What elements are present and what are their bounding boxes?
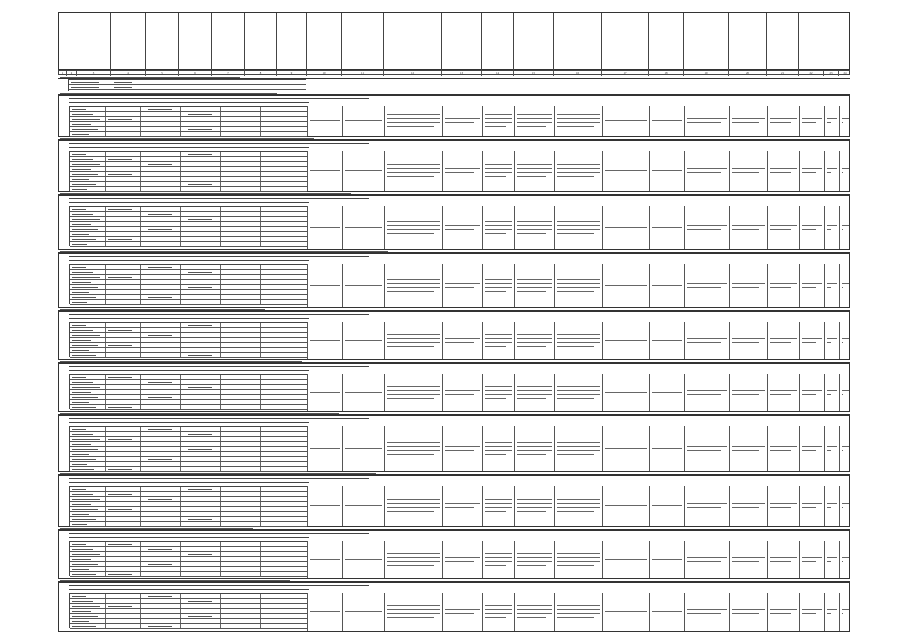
attribute-cell	[729, 206, 767, 249]
attribute-cell	[384, 206, 442, 249]
attribute-cell	[839, 486, 850, 526]
attribute-cell	[767, 541, 799, 578]
document-sheet	[58, 12, 850, 632]
attribute-cell	[649, 106, 684, 136]
header-cell	[767, 13, 799, 71]
attribute-cell	[684, 374, 729, 411]
attribute-cell	[767, 322, 799, 359]
attribute-cell	[649, 593, 684, 631]
attribute-cell	[729, 541, 767, 578]
attribute-cell	[342, 374, 384, 411]
attribute-cell	[482, 593, 514, 631]
finance-table	[69, 322, 307, 357]
attribute-cell	[602, 151, 649, 191]
attribute-cell	[824, 486, 839, 526]
attribute-cell	[767, 106, 799, 136]
attribute-cell	[442, 426, 482, 471]
attribute-cell	[342, 151, 384, 191]
header-cell	[212, 13, 245, 71]
finance-table	[69, 541, 307, 576]
header-cell	[277, 13, 307, 71]
header-cell	[482, 13, 514, 71]
attribute-cell	[514, 541, 554, 578]
finance-table	[69, 106, 307, 136]
attribute-cell	[554, 151, 602, 191]
attribute-cell	[482, 486, 514, 526]
attribute-cell	[514, 426, 554, 471]
attribute-cell	[384, 426, 442, 471]
header-cell	[179, 13, 212, 71]
attribute-cell	[839, 593, 850, 631]
finance-table	[69, 426, 307, 471]
column-number: 14	[482, 71, 514, 76]
attribute-cell	[684, 486, 729, 526]
column-number: 12	[384, 71, 442, 76]
attribute-cell	[799, 264, 824, 307]
finance-table	[69, 593, 307, 628]
object-title	[69, 416, 389, 426]
attribute-cell	[514, 151, 554, 191]
attribute-cell	[384, 106, 442, 136]
column-number: 15	[514, 71, 554, 76]
attribute-cell	[799, 106, 824, 136]
object-title	[69, 141, 389, 151]
attribute-cell	[767, 151, 799, 191]
attribute-cell	[649, 426, 684, 471]
header-cell	[146, 13, 179, 71]
column-number: 9	[277, 71, 307, 76]
attribute-cell	[602, 322, 649, 359]
attribute-cell	[442, 374, 482, 411]
object-block	[58, 95, 850, 137]
header-cell	[442, 13, 482, 71]
object-title	[69, 583, 389, 593]
attribute-cell	[839, 426, 850, 471]
header-cell	[602, 13, 649, 71]
column-number: 4	[111, 71, 146, 76]
attribute-cell	[684, 151, 729, 191]
column-number: 3	[77, 71, 111, 76]
header-cell	[799, 13, 850, 71]
attribute-cell	[684, 322, 729, 359]
attribute-cell	[767, 374, 799, 411]
attribute-cell	[384, 264, 442, 307]
attribute-cell	[514, 322, 554, 359]
column-number: 6	[179, 71, 212, 76]
attribute-cell	[799, 151, 824, 191]
attribute-cell	[514, 374, 554, 411]
attribute-cell	[482, 322, 514, 359]
attribute-cell	[342, 106, 384, 136]
attribute-cell	[767, 486, 799, 526]
attribute-cell	[602, 106, 649, 136]
column-number: 20	[729, 71, 767, 76]
object-title	[69, 531, 389, 541]
attribute-cell	[824, 206, 839, 249]
attribute-cell	[554, 106, 602, 136]
object-title	[69, 476, 389, 486]
header-cell	[307, 13, 342, 71]
attribute-cell	[307, 322, 342, 359]
attribute-cell	[482, 151, 514, 191]
column-number-row	[58, 70, 850, 75]
attribute-cell	[824, 374, 839, 411]
object-block	[58, 530, 850, 579]
header-cell	[729, 13, 767, 71]
table-row	[69, 85, 306, 90]
table-row	[70, 353, 307, 358]
header-cell	[111, 13, 146, 71]
attribute-cell	[384, 151, 442, 191]
attribute-cell	[684, 106, 729, 136]
attribute-cell	[602, 593, 649, 631]
attribute-cell	[554, 593, 602, 631]
attribute-cell	[649, 374, 684, 411]
object-title	[69, 312, 389, 322]
attribute-cell	[684, 541, 729, 578]
column-number: 11	[342, 71, 384, 76]
attribute-cell	[839, 322, 850, 359]
attribute-cell	[649, 486, 684, 526]
attribute-cell	[482, 206, 514, 249]
attribute-cell	[649, 206, 684, 249]
attribute-cell	[514, 486, 554, 526]
attribute-cell	[554, 264, 602, 307]
column-number: 10	[307, 71, 342, 76]
table-row	[70, 242, 307, 247]
table-row	[70, 405, 307, 410]
attribute-cell	[342, 426, 384, 471]
object-block	[58, 140, 850, 192]
attribute-cell	[767, 426, 799, 471]
attribute-cell	[729, 426, 767, 471]
attribute-cell	[554, 486, 602, 526]
attribute-cell	[799, 426, 824, 471]
finance-table	[69, 206, 307, 246]
attribute-cell	[729, 264, 767, 307]
attribute-cell	[307, 541, 342, 578]
object-block	[58, 363, 850, 412]
attribute-cell	[442, 106, 482, 136]
attribute-cell	[442, 486, 482, 526]
attribute-cell	[729, 486, 767, 526]
attribute-cell	[307, 106, 342, 136]
attribute-cell	[342, 486, 384, 526]
attribute-cell	[514, 593, 554, 631]
column-number: 13	[442, 71, 482, 76]
table-row	[70, 624, 307, 629]
attribute-cell	[729, 106, 767, 136]
attribute-cell	[384, 486, 442, 526]
finance-table	[69, 486, 307, 526]
attribute-cell	[729, 151, 767, 191]
object-block	[58, 415, 850, 472]
column-number: 7	[212, 71, 245, 76]
object-block	[58, 311, 850, 360]
attribute-cell	[554, 426, 602, 471]
header-cell	[59, 13, 111, 71]
attribute-cell	[602, 426, 649, 471]
attribute-cell	[684, 264, 729, 307]
attribute-cell	[839, 106, 850, 136]
column-number: 5	[146, 71, 179, 76]
attribute-cell	[482, 264, 514, 307]
attribute-cell	[839, 264, 850, 307]
column-number: 19	[684, 71, 729, 76]
column-number: 23	[824, 71, 839, 76]
attribute-cell	[799, 593, 824, 631]
attribute-cell	[824, 264, 839, 307]
attribute-cell	[729, 593, 767, 631]
attribute-cell	[384, 541, 442, 578]
header-cell	[684, 13, 729, 71]
attribute-cell	[442, 151, 482, 191]
object-title	[69, 254, 389, 264]
column-number: 16	[554, 71, 602, 76]
attribute-cell	[824, 322, 839, 359]
attribute-cell	[342, 206, 384, 249]
header-cell	[649, 13, 684, 71]
attribute-cell	[602, 206, 649, 249]
attribute-cell	[684, 593, 729, 631]
object-title	[69, 364, 389, 374]
attribute-cell	[602, 541, 649, 578]
attribute-cell	[442, 206, 482, 249]
attribute-cell	[799, 486, 824, 526]
column-number: 8	[245, 71, 277, 76]
column-number: 2	[67, 71, 77, 76]
attribute-cell	[824, 541, 839, 578]
attribute-cell	[824, 593, 839, 631]
table-header	[58, 12, 850, 70]
table-row	[70, 572, 307, 577]
attribute-cell	[729, 322, 767, 359]
attribute-cell	[839, 151, 850, 191]
attribute-cell	[554, 374, 602, 411]
attribute-cell	[514, 106, 554, 136]
header-cell	[342, 13, 384, 71]
attribute-cell	[342, 264, 384, 307]
attribute-cell	[649, 151, 684, 191]
attribute-cell	[307, 593, 342, 631]
attribute-cell	[442, 322, 482, 359]
attribute-cell	[767, 593, 799, 631]
attribute-cell	[824, 106, 839, 136]
attribute-cell	[554, 206, 602, 249]
attribute-cell	[824, 151, 839, 191]
attribute-cell	[649, 541, 684, 578]
attribute-cell	[767, 264, 799, 307]
attribute-cell	[799, 374, 824, 411]
attribute-cell	[442, 593, 482, 631]
attribute-cell	[684, 206, 729, 249]
finance-table	[69, 264, 307, 304]
header-cell	[514, 13, 554, 71]
header-cell	[245, 13, 277, 71]
attribute-cell	[514, 206, 554, 249]
attribute-cell	[482, 426, 514, 471]
attribute-cell	[824, 426, 839, 471]
header-cell	[384, 13, 442, 71]
object-title	[69, 196, 389, 206]
attribute-cell	[482, 541, 514, 578]
attribute-cell	[342, 541, 384, 578]
attribute-cell	[442, 541, 482, 578]
column-number: 17	[602, 71, 649, 76]
finance-table	[69, 151, 307, 191]
attribute-cell	[442, 264, 482, 307]
attribute-cell	[482, 106, 514, 136]
column-number: 1	[59, 71, 67, 76]
table-row	[70, 300, 307, 305]
attribute-cell	[684, 426, 729, 471]
column-number: 22	[799, 71, 824, 76]
header-cell	[554, 13, 602, 71]
column-number: 21	[767, 71, 799, 76]
attribute-cell	[799, 206, 824, 249]
attribute-cell	[799, 541, 824, 578]
attribute-cell	[649, 264, 684, 307]
finance-table	[68, 79, 306, 91]
attribute-cell	[554, 541, 602, 578]
attribute-cell	[307, 264, 342, 307]
object-block	[58, 195, 850, 250]
attribute-cell	[482, 374, 514, 411]
attribute-cell	[307, 486, 342, 526]
attribute-cell	[384, 322, 442, 359]
finance-table	[69, 374, 307, 409]
column-number: 24	[843, 71, 847, 75]
attribute-cell	[729, 374, 767, 411]
attribute-cell	[767, 206, 799, 249]
attribute-cell	[307, 374, 342, 411]
attribute-cell	[342, 593, 384, 631]
attribute-cell	[384, 374, 442, 411]
object-block	[58, 582, 850, 632]
attribute-cell	[514, 264, 554, 307]
object-block	[58, 475, 850, 527]
attribute-cell	[307, 151, 342, 191]
attribute-cell	[307, 426, 342, 471]
attribute-cell	[649, 322, 684, 359]
column-number: 18	[649, 71, 684, 76]
attribute-cell	[602, 264, 649, 307]
object-block	[58, 253, 850, 308]
attribute-cell	[839, 374, 850, 411]
attribute-cell	[384, 593, 442, 631]
attribute-cell	[839, 541, 850, 578]
attribute-cell	[307, 206, 342, 249]
attribute-cell	[554, 322, 602, 359]
attribute-cell	[799, 322, 824, 359]
attribute-cell	[839, 206, 850, 249]
attribute-cell	[602, 374, 649, 411]
attribute-cell	[342, 322, 384, 359]
object-title	[69, 96, 389, 106]
attribute-cell	[602, 486, 649, 526]
